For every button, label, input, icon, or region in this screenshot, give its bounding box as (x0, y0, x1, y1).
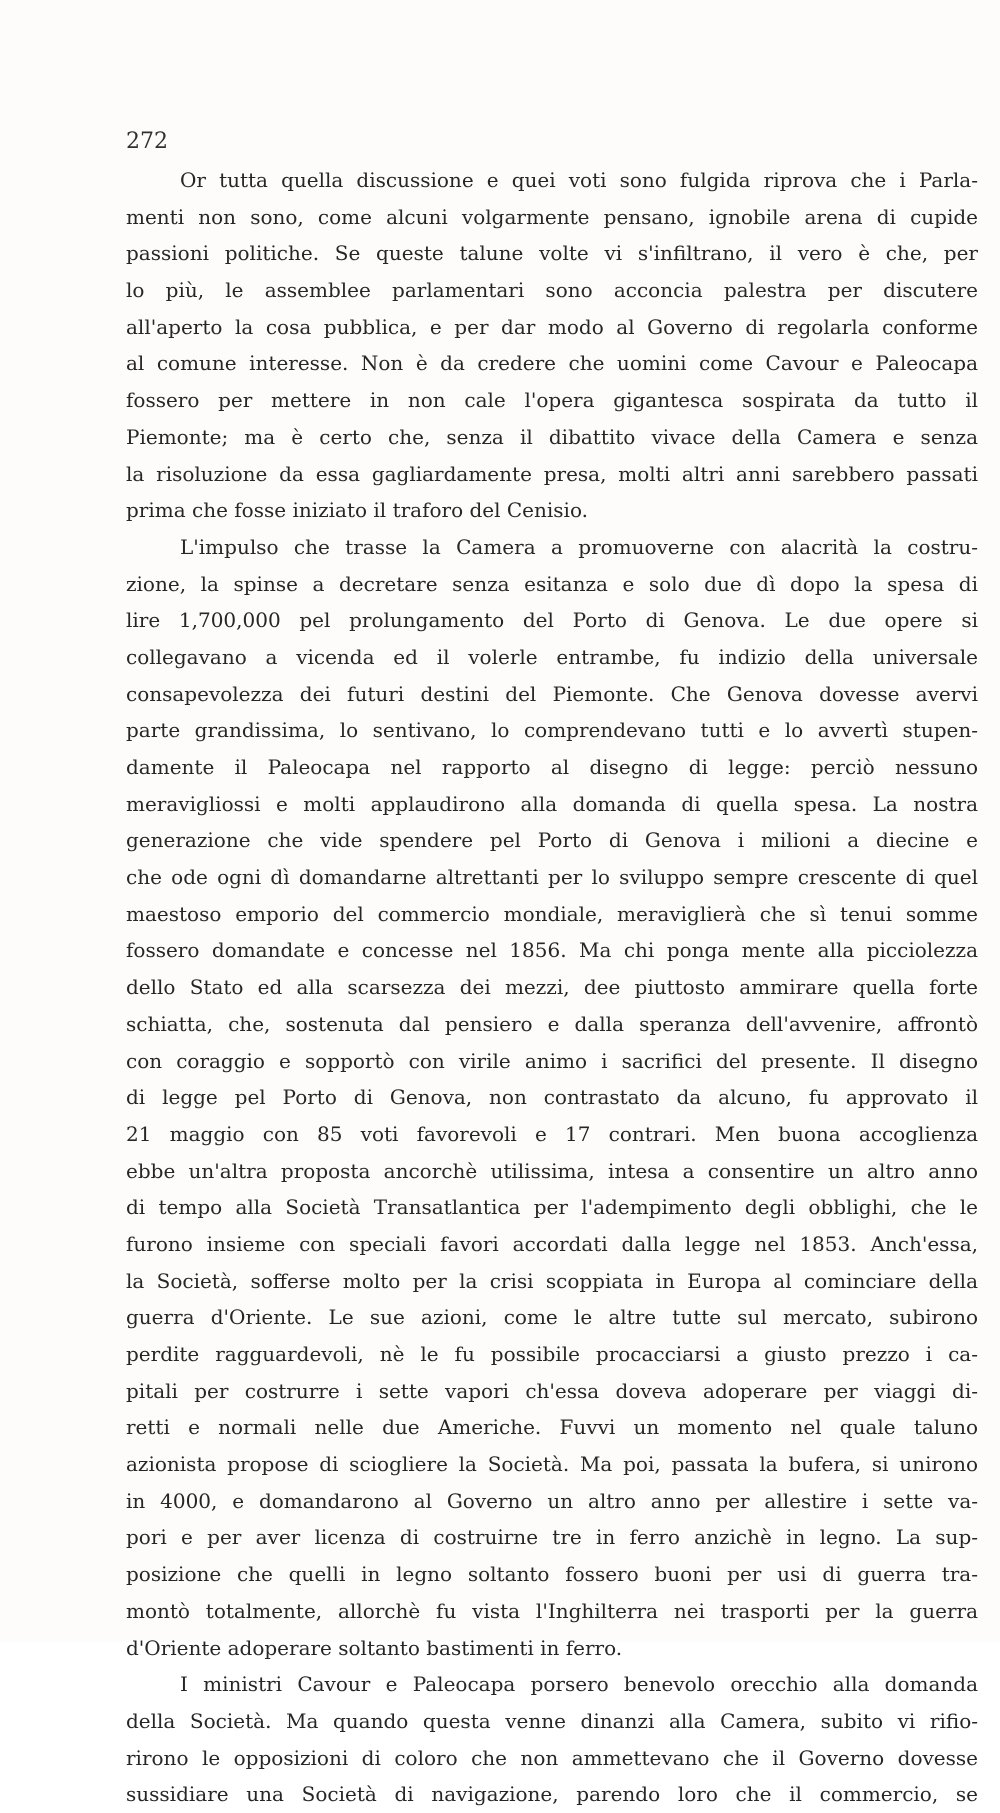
text-line: montò totalmente, allorchè fu vista l'Inghilterra nei trasporti per la guerra (126, 1598, 978, 1623)
text-line: parte grandissima, lo sentivano, lo comprendevano tutti e lo avvertì stupen- (126, 718, 978, 743)
text-line: guerra d'Oriente. Le sue azioni, come le altre tutte sul mercato, subirono (126, 1305, 978, 1330)
text-line: retti e normali nelle due Americhe. Fuvvi un momento nel quale taluno (126, 1415, 978, 1440)
text-line: pori e per aver licenza di costruirne tre in ferro anzichè in legno. La sup- (126, 1525, 978, 1550)
text-line: prima che fosse iniziato il traforo del Cenisio. (126, 498, 589, 523)
text-line: 21 maggio con 85 voti favorevoli e 17 contrari. Men buona accoglienza (126, 1121, 978, 1146)
page-text (126, 162, 978, 1813)
text-line: che ode ogni dì domandarne altrettanti per lo sviluppo sempre crescente di quel (126, 865, 978, 890)
text-line: ebbe un'altra proposta ancorchè utilissima, intesa a consentire un altro anno (126, 1158, 978, 1183)
paragraph-first-line: L'impulso che trasse la Camera a promuoverne con alacrità la costru- (180, 534, 978, 559)
text-line: fossero domandate e concesse nel 1856. Ma chi ponga mente alla picciolezza (126, 938, 978, 963)
text-line: perdite ragguardevoli, nè le fu possibile procacciarsi a giusto prezzo i ca- (126, 1342, 978, 1366)
text-line: maestoso emporio del commercio mondiale, meraviglierà che sì tenui somme (126, 901, 978, 926)
text-line: posizione che quelli in legno soltanto fossero buoni per usi di guerra tra- (126, 1562, 978, 1587)
text-line: schiatta, che, sostenuta dal pensiero e dalla speranza dell'avvenire, affrontò (126, 1011, 978, 1036)
text-line: generazione che vide spendere pel Porto di Genova i milioni a diecine e (126, 828, 978, 853)
text-line: consapevolezza dei futuri destini del Piemonte. Che Genova dovesse avervi (126, 681, 978, 706)
text-line: Piemonte; ma è certo che, senza il dibattito vivace della Camera e senza (126, 424, 978, 449)
text-line: in 4000, e domandarono al Governo un altro anno per allestire i sette va- (126, 1488, 978, 1513)
text-line: lo più, le assemblee parlamentari sono acconcia palestra per discutere (126, 278, 978, 303)
text-line: della Società. Ma quando questa venne dinanzi alla Camera, subito vi rifio- (126, 1708, 978, 1733)
text-line: zione, la spinse a decretare senza esitanza e solo due dì dopo la spesa di (126, 571, 978, 596)
text-line: di legge pel Porto di Genova, non contrastato da alcuno, fu approvato il (126, 1085, 978, 1110)
page-number: 272 (126, 129, 168, 154)
text-line: lire 1,700,000 pel prolungamento del Porto di Genova. Le due opere si (126, 608, 978, 633)
text-line: all'aperto la cosa pubblica, e per dar modo al Governo di regolarla conforme (126, 314, 978, 339)
text-line: damente il Paleocapa nel rapporto al disegno di legge: perciò nessuno (126, 755, 978, 779)
paragraph-first-line: I ministri Cavour e Paleocapa porsero benevolo orecchio alla domanda (180, 1672, 978, 1697)
text-line: collegavano a vicenda ed il volerle entrambe, fu indizio della universale (126, 644, 978, 669)
text-line: meravigliossi e molti applaudirono alla domanda di quella spesa. La nostra (126, 791, 978, 816)
text-line: azionista propose di sciogliere la Società. Ma poi, passata la bufera, si unirono (126, 1452, 978, 1477)
text-line: furono insieme con speciali favori accordati dalla legge nel 1853. Anch'essa, (126, 1231, 978, 1256)
text-line: la Società, sofferse molto per la crisi scoppiata in Europa al cominciare della (126, 1268, 978, 1293)
paragraph-first-line: Or tutta quella discussione e quei voti sono fulgida riprova che i Parla- (180, 168, 978, 192)
text-line: d'Oriente adoperare soltanto bastimenti in ferro. (126, 1635, 623, 1660)
text-line: al comune interesse. Non è da credere che uomini come Cavour e Paleocapa (126, 351, 978, 376)
text-line: sussidiare una Società di navigazione, parendo loro che il commercio, se (126, 1782, 978, 1807)
text-line: la risoluzione da essa gagliardamente presa, molti altri anni sarebbero passati (126, 461, 978, 486)
text-line: passioni politiche. Se queste talune volte vi s'infiltrano, il vero è che, per (126, 241, 978, 266)
text-line: con coraggio e sopportò con virile animo i sacrifici del presente. Il disegno (126, 1048, 978, 1073)
text-line: dello Stato ed alla scarsezza dei mezzi, dee piuttosto ammirare quella forte (126, 975, 978, 1000)
text-line: menti non sono, come alcuni volgarmente pensano, ignobile arena di cupide (126, 204, 978, 229)
text-line: pitali per costrurre i sette vapori ch'essa doveva adoperare per viaggi di- (126, 1378, 978, 1403)
text-line: di tempo alla Società Transatlantica per l'adempimento degli obblighi, che le (126, 1195, 978, 1220)
text-line: fossero per mettere in non cale l'opera gigantesca sospirata da tutto il (126, 388, 978, 413)
text-line: rirono le opposizioni di coloro che non ammettevano che il Governo dovesse (126, 1745, 978, 1770)
